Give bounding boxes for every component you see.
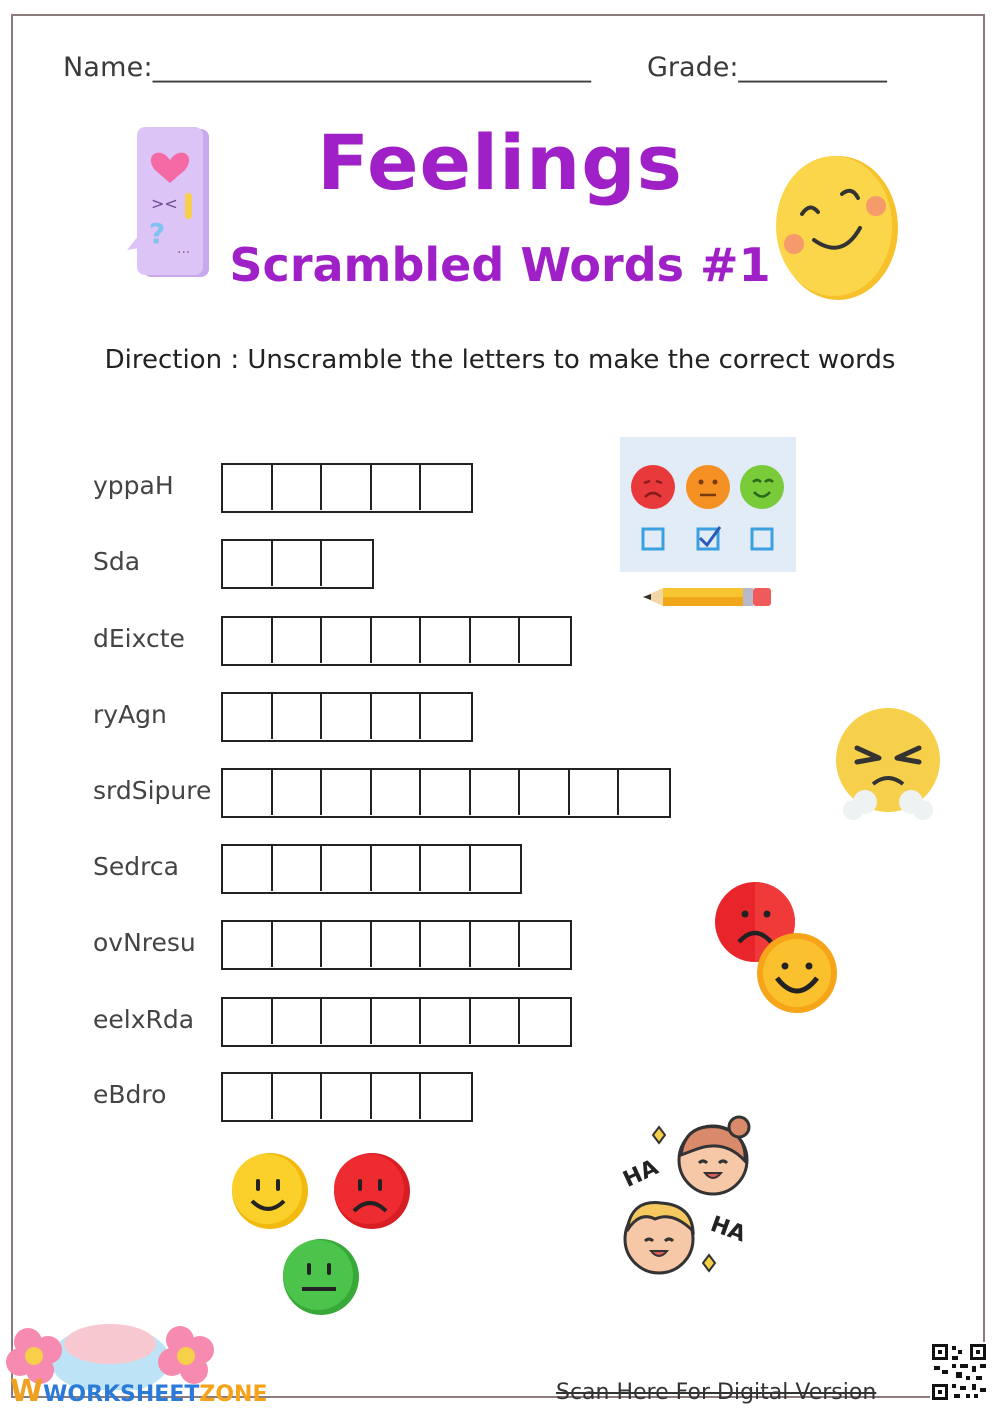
scrambled-word: eelxRda	[93, 1005, 195, 1034]
answer-boxes[interactable]	[221, 844, 522, 894]
answer-boxes[interactable]	[221, 692, 473, 742]
answer-boxes[interactable]	[221, 920, 572, 970]
sad-happy-faces-icon	[715, 876, 840, 1021]
scrambled-word: dEixcte	[93, 624, 185, 653]
scrambled-word: Sda	[93, 547, 141, 576]
answer-boxes[interactable]	[221, 997, 572, 1047]
page-title: Feelings	[317, 118, 683, 207]
scrambled-word: ovNresu	[93, 928, 196, 957]
svg-text:HA: HA	[707, 1211, 749, 1248]
mood-checklist-icon	[620, 437, 796, 573]
answer-boxes[interactable]	[221, 768, 671, 818]
name-field[interactable]: Name:________________________________	[63, 52, 592, 83]
answer-boxes[interactable]	[221, 539, 374, 589]
svg-text:HA: HA	[619, 1155, 663, 1193]
scrambled-word: Sedrca	[93, 852, 179, 881]
laughing-kids-icon	[615, 1115, 760, 1285]
svg-text:...: ...	[177, 241, 191, 257]
scrambled-word: yppaH	[93, 471, 174, 500]
scrambled-word: eBdro	[93, 1080, 167, 1109]
scrambled-word: ryAgn	[93, 700, 167, 729]
scrambled-word: srdSipure	[93, 776, 212, 805]
three-faces-icon	[230, 1145, 415, 1325]
answer-boxes[interactable]	[221, 1072, 473, 1122]
answer-boxes[interactable]	[221, 616, 572, 666]
qr-code-icon[interactable]	[930, 1342, 988, 1402]
direction-text: Direction : Unscramble the letters to make the correct words	[104, 345, 896, 375]
grade-field[interactable]: Grade:___________	[647, 52, 887, 83]
scan-text: Scan Here For Digital Version	[556, 1380, 877, 1405]
angry-face-icon	[835, 700, 945, 828]
page-subtitle: Scrambled Words #1	[229, 238, 771, 292]
svg-text:?: ?	[149, 217, 166, 250]
smiling-face-icon	[772, 152, 902, 302]
pencil-icon	[643, 584, 773, 610]
answer-boxes[interactable]	[221, 463, 473, 513]
worksheetzone-logo: WWORKSHEETZONE	[10, 1374, 268, 1409]
svg-text:><: ><	[151, 194, 178, 213]
